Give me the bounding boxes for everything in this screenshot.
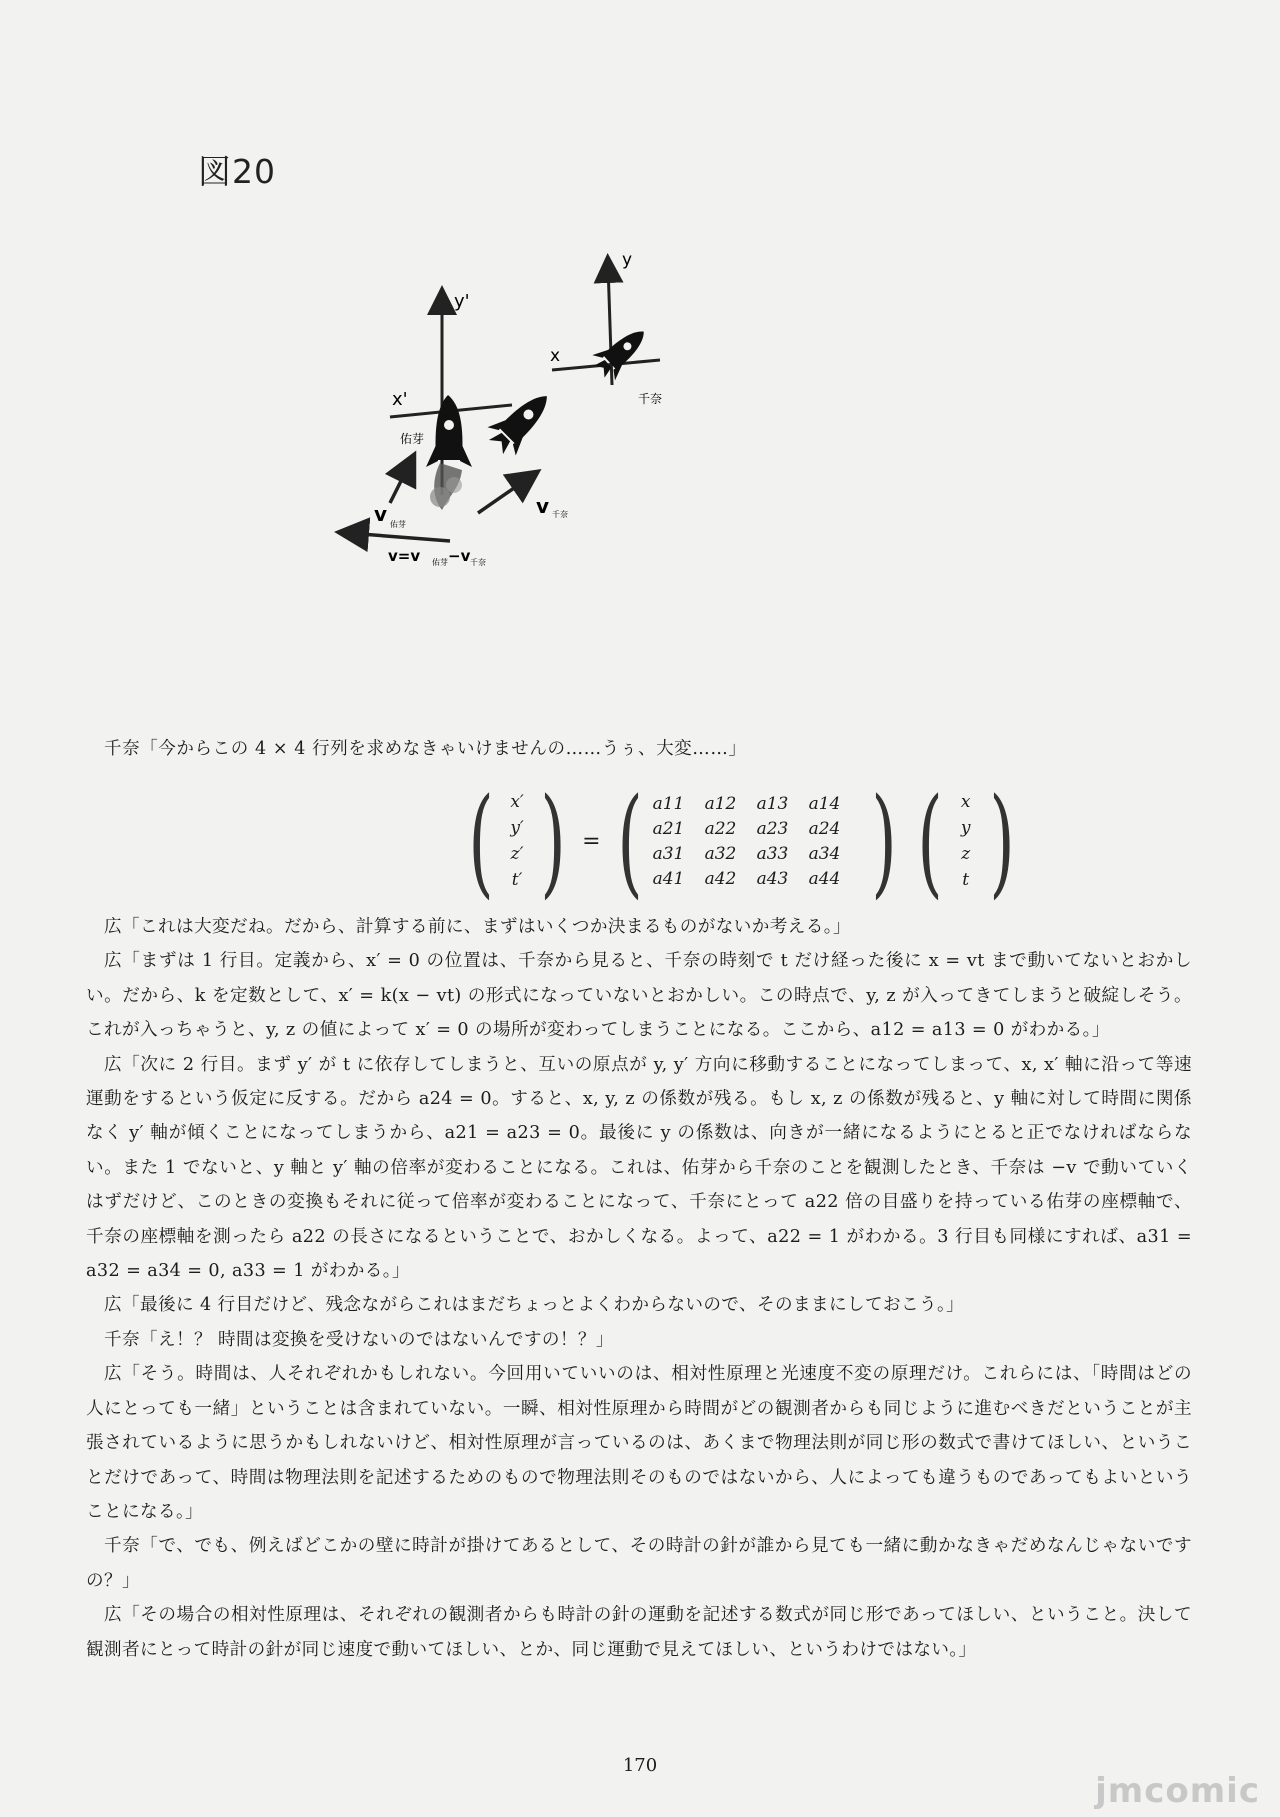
v-relative-label: v=v bbox=[388, 547, 421, 565]
v-relative-arrow bbox=[348, 533, 450, 541]
paragraph: 広「次に 2 行目。まず y′ が t に依存してしまうと、互いの原点が y, y′ 方向に移動することになってしまって、x, x′ 軸に沿って等速運動をするという仮定に反する。だから a24 = 0。すると、x, y, z の係数が残る。もし x, z の係数が残ると、y 軸に対して時間に関係なく y′ 軸が傾くことになってしまうから、a21 = a23 = 0。最後に y の係数は、向きが一緒になるようにとると正でなければならない。また 1 でないと、y 軸と y′ 軸の倍率が変わることになる。これは、佑芽から千奈のことを観測したとき、千奈は −v で動いていくはずだけど、このときの変換もそれに従って倍率が変わることになって、千奈にとって a22 倍の目盛りを持っている佑芽の座標軸で、千奈の座標軸を測ったら a22 の長さになるということで、おかしくなる。よって、a22 = 1 がわかる。3 行目も同様にすれば、a31 = a32 = a34 = 0, a33 = 1 がわかる。」 bbox=[86, 1054, 1192, 1282]
v-chinatsu-arrow bbox=[478, 477, 530, 513]
middle-rocket-icon bbox=[482, 382, 561, 461]
v-chinatsu-label: v bbox=[536, 494, 550, 518]
intro-line: 千奈「今からこの 4 × 4 行列を求めなきゃいけませんの……うぅ、大変……」 bbox=[104, 739, 747, 759]
chinatsu-rocket-icon bbox=[588, 319, 655, 384]
rocket-diagram bbox=[330, 245, 690, 590]
paragraph: 広「最後に 4 行目だけど、残念ながらこれはまだちょっとよくわからないので、そのままにしておこう。」 bbox=[104, 1295, 965, 1316]
chinatsu-label: 千奈 bbox=[638, 392, 663, 406]
v-relative-sub2: 千奈 bbox=[470, 558, 486, 567]
v-relative-mid: −v bbox=[448, 547, 471, 565]
page-number: 170 bbox=[622, 1755, 658, 1776]
watermark: jmcomic bbox=[1095, 1771, 1260, 1811]
rhs-vector: x y z t bbox=[960, 792, 971, 890]
paragraph: 千奈「え！？ 時間は変換を受けないのではないんですの！？」 bbox=[104, 1329, 614, 1350]
v-yuga-arrow bbox=[390, 463, 410, 503]
relativity-figure bbox=[330, 245, 690, 590]
y-label: y bbox=[622, 250, 633, 270]
v-chinatsu-sub: 千奈 bbox=[552, 510, 568, 519]
x-label: x bbox=[550, 346, 561, 366]
paragraph: 広「そう。時間は、人それぞれかもしれない。今回用いていいのは、相対性原理と光速度不変の原理だけ。これらには、「時間はどの人にとっても一緒」ということは含まれていない。一瞬、相対性原理から時間がどの観測者からも同じように進むべきだということが主張されているように思うかもしれないけど、相対性原理が言っているのは、あくまで物理法則が同じ形の数式で書けてほしい、ということだけであって、時間は物理法則を記述するためのもので物理法則そのものではないから、人によっても違うものであってもよいということになる。」 bbox=[86, 1364, 1192, 1522]
v-relative-sub1: 佑芽 bbox=[432, 558, 448, 567]
yuga-label: 佑芽 bbox=[400, 432, 425, 446]
v-yuga-label: v bbox=[374, 502, 388, 526]
coefficient-matrix: a11 a12 a13 a14 a21 a22 a23 a24 a31 a32 a33 a34 a41 a42 a43 a44 bbox=[652, 793, 841, 889]
transformation-matrix: ( x′ y′ z′ t′ ) = ( a11 a12 a13 a14 a21 a22 a23 a24 a31 a32 a33 a34 a41 a42 a43 a44 ) ( x y z t ) bbox=[468, 772, 1015, 910]
v-yuga-sub: 佑芽 bbox=[390, 520, 406, 529]
paragraph: 広「まずは 1 行目。定義から、x′ = 0 の位置は、千奈から見ると、千奈の時刻で t だけ経った後に x = vt まで動いてないとおかしい。だから、k を定数として、x′ = k(x − vt) の形式になっていないとおかしい。この時点で、y, z が入ってきてしまうと破綻しそう。これが入っちゃうと、y, z の値によって x′ = 0 の場所が変わってしまうことになる。ここから、a12 = a13 = 0 がわかる。」 bbox=[86, 951, 1192, 1041]
paragraph: 広「その場合の相対性原理は、それぞれの観測者からも時計の針の運動を記述する数式が同じ形であってほしい、ということ。決して観測者にとって時計の針が同じ速度で動いてほしい、とか、同じ運動で見えてほしい、というわけではない。」 bbox=[86, 1605, 1192, 1660]
y-prime-label: y' bbox=[454, 291, 470, 312]
figure-title: 図20 bbox=[198, 152, 276, 191]
paragraph: 千奈「で、でも、例えばどこかの壁に時計が掛けてあるとして、その時計の針が誰から見ても一緒に動かなきゃだめなんじゃないですの？」 bbox=[86, 1536, 1192, 1591]
equals-sign: = bbox=[582, 828, 601, 854]
paragraph: 広「これは大変だね。だから、計算する前に、まずはいくつか決まるものがないか考える。」 bbox=[104, 917, 851, 937]
dialogue-body bbox=[86, 910, 1192, 1667]
x-prime-label: x' bbox=[392, 389, 408, 410]
lhs-vector: x′ y′ z′ t′ bbox=[510, 792, 524, 890]
